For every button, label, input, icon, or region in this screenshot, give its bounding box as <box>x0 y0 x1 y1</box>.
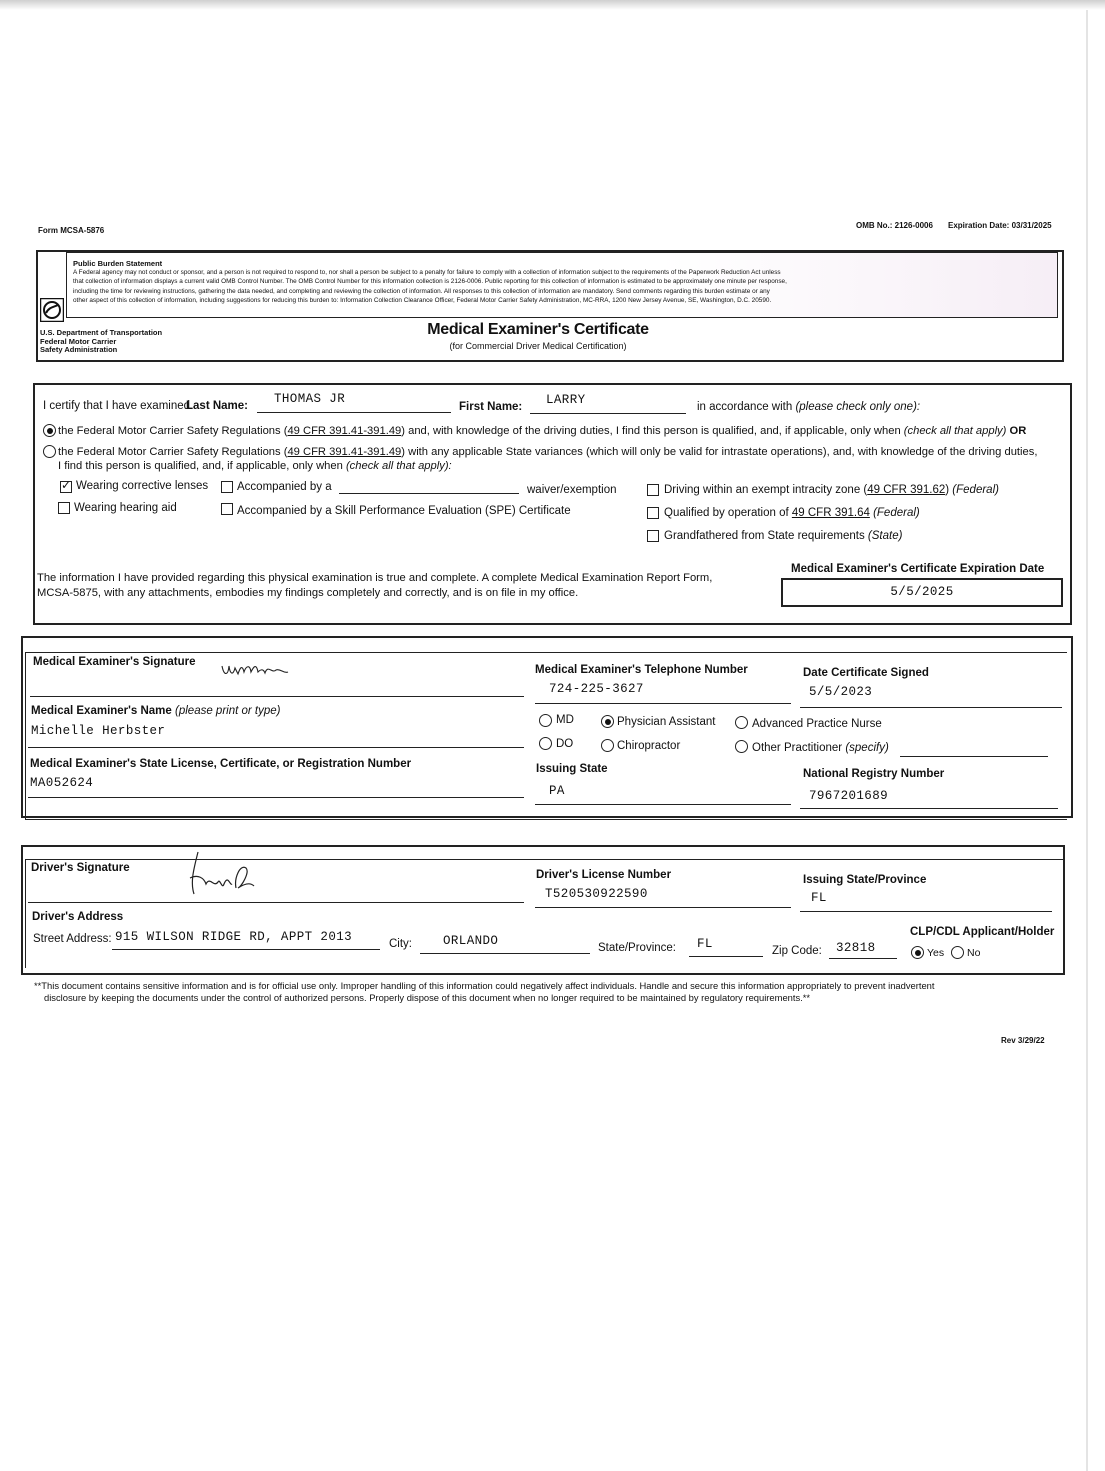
other-practitioner-label: Other Practitioner <box>752 742 843 754</box>
other-practitioner-text <box>752 742 889 754</box>
do-label: DO <box>556 738 574 750</box>
intracity-link[interactable]: 49 CFR 391.62 <box>867 484 946 496</box>
option-federal-note: (check all that apply) <box>903 425 1007 437</box>
attest-line: MCSA-5875, with any attachments, embodies my findings completely and correctly, and is on file in my office. <box>37 587 579 599</box>
date-signed-label: Date Certificate Signed <box>803 667 929 679</box>
first-name-line <box>530 413 686 414</box>
driver-issuing-line <box>800 911 1052 912</box>
option-state-a: the Federal Motor Carrier Safety Regulations ( <box>58 446 288 458</box>
sensitivity-notice-line: disclosure by keeping the documents under the control of authorized persons. Properly dispose of this document when no longer required to be maintained by regulatory requirements.** <box>44 992 811 1003</box>
burden-line: including the time for reviewing instructions, gathering the data needed, and completing and reviewing the collection of information. All responses to this collection of information are mandatory. Send comments regarding this burden estimate or any <box>73 287 770 295</box>
accompanied-blank-line <box>339 493 519 494</box>
option-state-note: (check all that apply): <box>345 460 452 472</box>
street-value[interactable]: 915 WILSON RIDGE RD, APPT 2013 <box>115 930 353 944</box>
revision-label: Rev 3/29/22 <box>1001 1036 1045 1045</box>
issuing-state-value[interactable]: PA <box>549 784 565 798</box>
dot-logo-icon <box>40 298 64 322</box>
grandfathered-label: Grandfathered from State requirements <box>664 530 865 542</box>
first-name-label: First Name: <box>459 401 523 413</box>
registry-label: National Registry Number <box>803 768 945 780</box>
registry-value[interactable]: 7967201689 <box>809 789 889 803</box>
chiropractor-label: Chiropractor <box>617 740 681 752</box>
corrective-lenses-label: Wearing corrective lenses <box>76 480 209 492</box>
page-top-shadow <box>0 0 1105 10</box>
examiner-name-label: Medical Examiner's Name <box>31 705 172 717</box>
clp-no-radio[interactable] <box>951 946 964 959</box>
driver-signature-label: Driver's Signature <box>31 862 130 874</box>
zip-label: Zip Code: <box>772 945 822 957</box>
examiner-signature-line <box>30 696 524 697</box>
clp-no-label: No <box>967 947 981 959</box>
option-federal-a: the Federal Motor Carrier Safety Regulations ( <box>58 425 288 437</box>
other-practitioner-line <box>900 756 1048 757</box>
md-radio[interactable] <box>539 714 552 727</box>
accordance-label: in accordance with <box>697 401 793 413</box>
option-state-text <box>58 446 1037 458</box>
spe-checkbox[interactable] <box>221 503 233 515</box>
physician-assistant-radio[interactable] <box>601 715 614 728</box>
option-state-line2 <box>58 460 452 472</box>
license-line <box>28 797 524 798</box>
corrective-lenses-checkbox[interactable] <box>60 481 72 493</box>
hearing-aid-checkbox[interactable] <box>58 502 70 514</box>
physician-assistant-label: Physician Assistant <box>617 716 716 728</box>
expiration-date-box <box>781 578 1063 607</box>
option-state-line2-text: I find this person is qualified, and, if applicable, only when <box>58 460 343 472</box>
operation-note: (Federal) <box>873 507 920 519</box>
last-name-label: Last Name: <box>186 400 248 412</box>
burden-statement-box <box>66 252 1058 318</box>
grandfathered-note: (State) <box>867 530 903 542</box>
or-label: OR <box>1009 425 1027 437</box>
operation-checkbox[interactable] <box>647 507 659 519</box>
hearing-aid-label: Wearing hearing aid <box>74 502 177 514</box>
examiner-name-line <box>28 747 524 748</box>
examiner-name-label-group <box>31 705 280 717</box>
certify-intro: I certify that I have examined <box>43 400 191 412</box>
intracity-b: ) <box>945 484 950 496</box>
operation-text <box>664 507 920 519</box>
driver-signature-image <box>184 848 256 896</box>
driver-license-line <box>535 907 791 908</box>
issuing-state-label: Issuing State <box>536 763 608 775</box>
accordance-note: (please check only one): <box>795 401 921 413</box>
burden-line: other aspect of this collection of information, including suggestions for reducing this burden to: Information Collection Clearance Officer, Federal Motor Carrier Safety Administration, MC-RRA, 1200 New Jersey Avenue, SE, Washington, D.C. 20590. <box>73 296 772 304</box>
zip-line <box>829 958 897 959</box>
issuing-state-line <box>535 804 791 805</box>
driver-issuing-label: Issuing State/Province <box>803 874 927 886</box>
cfr-link[interactable]: 49 CFR 391.41-391.49 <box>287 446 402 458</box>
date-signed-line <box>800 707 1062 708</box>
sensitivity-notice-line: **This document contains sensitive information and is for official use only. Improper handling of this information could negatively affect individuals. Handle and secure this information appropriately to prevent inadvertent <box>34 980 935 991</box>
driver-license-value[interactable]: T520530922590 <box>545 887 648 901</box>
option-state-radio[interactable] <box>43 445 56 458</box>
accordance-text <box>697 401 920 413</box>
driver-signature-line <box>28 902 524 903</box>
intracity-checkbox[interactable] <box>647 484 659 496</box>
option-federal-b: ) and, with knowledge of the driving duties, I find this person is qualified, and, if applicable, only when <box>401 425 901 437</box>
burden-line: A Federal agency may not conduct or sponsor, and a person is not required to respond to, nor shall a person be subject to a penalty for failure to comply with a collection of information subject to the requirements of the Paperwork Reduction Act unless <box>73 269 781 276</box>
expiration-date-value[interactable]: 5/5/2025 <box>890 585 954 599</box>
accompanied-waiver-checkbox[interactable] <box>221 481 233 493</box>
phone-value[interactable]: 724-225-3627 <box>549 682 644 696</box>
page-title: Medical Examiner's Certificate <box>427 321 649 338</box>
state-value[interactable]: FL <box>697 937 713 951</box>
clp-yes-radio[interactable] <box>911 946 924 959</box>
intracity-note: (Federal) <box>952 484 999 496</box>
last-name-value[interactable]: THOMAS JR <box>274 392 346 406</box>
md-label: MD <box>556 714 574 726</box>
agency-line: Federal Motor Carrier <box>40 336 117 346</box>
license-label: Medical Examiner's State License, Certificate, or Registration Number <box>30 758 412 770</box>
examiner-signature-label: Medical Examiner's Signature <box>33 656 196 668</box>
page-subtitle: (for Commercial Driver Medical Certification) <box>449 341 627 351</box>
examiner-name-note: (please print or type) <box>175 705 281 717</box>
grandfathered-text <box>664 530 902 542</box>
burden-line: that collection of information displays a current valid OMB Control Number. The OMB Control Number for this information collection is 2126-0006. Public reporting for this collection of information is estimated to be approximately one minute per response, <box>73 278 787 286</box>
option-state-b: ) with any applicable State variances (which will only be valid for intrastate operations), and, with knowledge of the driving duties, <box>401 446 1038 458</box>
expiration-date: Expiration Date: 03/31/2025 <box>948 221 1052 230</box>
spe-label: Accompanied by a Skill Performance Evaluation (SPE) Certificate <box>237 505 571 517</box>
cfr-link[interactable]: 49 CFR 391.41-391.49 <box>287 425 402 437</box>
burden-title: Public Burden Statement <box>73 259 163 268</box>
first-name-value[interactable]: LARRY <box>546 393 586 407</box>
city-line <box>420 953 590 954</box>
clp-yes-label: Yes <box>927 947 945 959</box>
intracity-text <box>664 484 999 496</box>
grandfathered-checkbox[interactable] <box>647 530 659 542</box>
city-value[interactable]: ORLANDO <box>443 934 499 948</box>
agency-line: U.S. Department of Transportation <box>40 328 163 337</box>
omb-number: OMB No.: 2126-0006 <box>856 221 933 230</box>
state-label: State/Province: <box>598 942 676 954</box>
phone-line <box>535 703 791 704</box>
last-name-line <box>257 412 451 413</box>
date-signed-value[interactable]: 5/5/2023 <box>809 685 873 699</box>
apn-radio[interactable] <box>735 716 748 729</box>
operation-link[interactable]: 49 CFR 391.64 <box>791 507 870 519</box>
option-federal-radio[interactable] <box>43 424 56 437</box>
accompanied-label: Accompanied by a <box>237 481 332 493</box>
intracity-a: Driving within an exempt intracity zone ( <box>664 484 868 496</box>
registry-line <box>800 808 1058 809</box>
attest-line: The information I have provided regarding this physical examination is true and complete. A complete Medical Examination Report Form, <box>37 572 713 584</box>
expiration-label: Medical Examiner's Certificate Expiration Date <box>791 563 1045 575</box>
clp-label: CLP/CDL Applicant/Holder <box>910 926 1055 938</box>
other-practitioner-radio[interactable] <box>735 740 748 753</box>
driver-issuing-value[interactable]: FL <box>811 891 827 905</box>
phone-label: Medical Examiner's Telephone Number <box>535 664 748 676</box>
waiver-label: waiver/exemption <box>527 484 617 496</box>
operation-a: Qualified by operation of <box>664 507 789 519</box>
agency-line: Safety Administration <box>40 345 118 354</box>
city-label: City: <box>389 938 412 950</box>
page-right-edge <box>1086 10 1088 1471</box>
street-line <box>112 949 380 950</box>
chiropractor-radio[interactable] <box>601 739 614 752</box>
driver-address-label: Driver's Address <box>32 911 124 923</box>
street-label: Street Address: <box>33 933 112 945</box>
form-number: Form MCSA-5876 <box>38 226 105 235</box>
zip-value[interactable]: 32818 <box>836 941 876 955</box>
examiner-name-value[interactable]: Michelle Herbster <box>31 724 166 738</box>
examiner-signature-image <box>220 660 290 682</box>
do-radio[interactable] <box>539 737 552 750</box>
other-practitioner-note: (specify) <box>845 742 889 754</box>
state-line <box>689 956 763 957</box>
driver-license-label: Driver's License Number <box>536 869 672 881</box>
option-federal-text <box>58 425 1026 437</box>
apn-label: Advanced Practice Nurse <box>752 718 882 730</box>
license-value[interactable]: MA052624 <box>30 776 94 790</box>
